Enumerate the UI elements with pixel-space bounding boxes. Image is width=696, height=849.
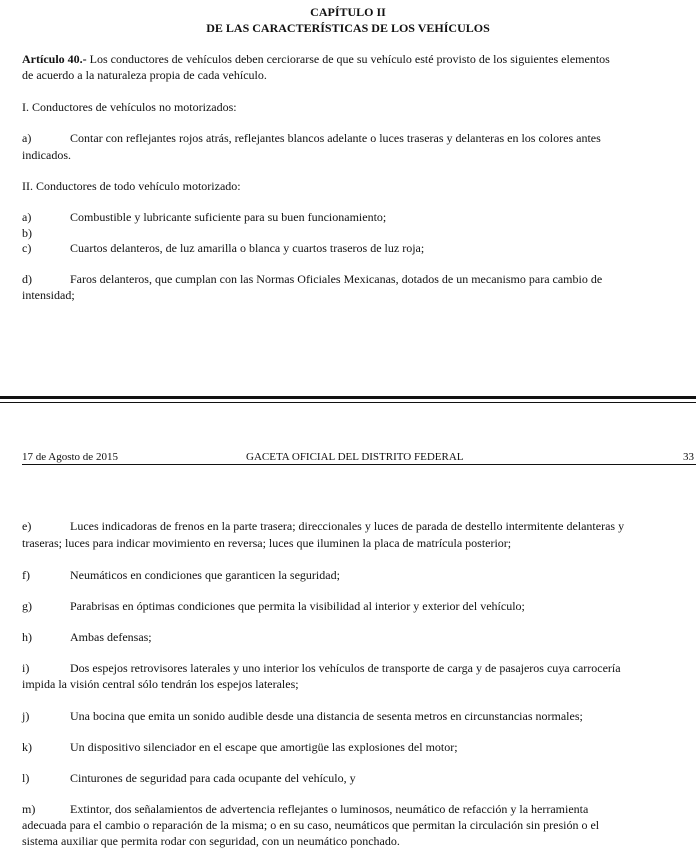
chapter-title: CAPÍTULO II: [310, 5, 386, 19]
section-two-heading: II. Conductores de todo vehículo motorizado:: [22, 179, 241, 193]
item-h-label: h): [22, 630, 32, 644]
item-a2-text: Combustible y lubricante suficiente para su buen funcionamiento;: [70, 210, 387, 224]
header-publication: GACETA OFICIAL DEL DISTRITO FEDERAL: [246, 451, 464, 463]
page-separator-thick: [0, 396, 696, 399]
item-d-label: d): [22, 272, 32, 286]
item-k-text: Un dispositivo silenciador en el escape que amortigüe las explosiones del motor;: [70, 740, 458, 754]
item-a1-line1: Contar con reflejantes rojos atrás, reflejantes blancos adelante o luces traseras y delanteras en los colores antes: [70, 131, 601, 145]
item-j-text: Una bocina que emita un sonido audible desde una distancia de sesenta metros en circunstancias normales;: [70, 709, 583, 723]
item-e-line1: Luces indicadoras de frenos en la parte trasera; direccionales y luces de parada de destello intermitente delanteras y: [70, 519, 625, 533]
item-i-line2: impida la visión central sólo tendrán los espejos laterales;: [22, 677, 299, 691]
article-label: Artículo 40.-: [22, 52, 87, 66]
header-date: 17 de Agosto de 2015: [22, 451, 118, 463]
item-a1-line2: indicados.: [22, 148, 71, 162]
item-m-line2: adecuada para el cambio o reparación de la misma; o en su caso, neumáticos que permitan la circulación sin presión o el: [22, 818, 600, 832]
article-text-line1: Los conductores de vehículos deben cerciorarse de que su vehículo esté provisto de los siguientes elementos: [89, 52, 610, 66]
item-f-text: Neumáticos en condiciones que garanticen la seguridad;: [70, 568, 340, 582]
item-a2-label: a): [22, 210, 32, 224]
page-separator-thin: [0, 402, 696, 403]
item-c-text: Cuartos delanteros, de luz amarilla o blanca y cuartos traseros de luz roja;: [70, 241, 425, 255]
item-b-label: b): [22, 226, 32, 240]
item-m-label: m): [22, 802, 36, 816]
item-m-line1: Extintor, dos señalamientos de advertencia reflejantes o luminosos, neumático de refacción y la herramienta: [70, 802, 589, 816]
item-c-label: c): [22, 241, 32, 255]
item-a1-label: a): [22, 131, 32, 145]
item-j-label: j): [22, 709, 30, 723]
item-f-label: f): [22, 568, 30, 582]
header-rule: [22, 464, 696, 465]
item-g-text: Parabrisas en óptimas condiciones que permita la visibilidad al interior y exterior del vehículo;: [70, 599, 525, 613]
item-m-line3: sistema auxiliar que permita rodar con seguridad, con un neumático ponchado.: [22, 834, 400, 848]
item-i-line1: Dos espejos retrovisores laterales y uno interior los vehículos de transporte de carga y de pasajeros cuya carrocería: [70, 661, 621, 675]
item-l-label: l): [22, 771, 30, 785]
article-text-line2: de acuerdo a la naturaleza propia de cada vehículo.: [22, 68, 267, 82]
header-page-number: 33: [683, 451, 694, 463]
item-h-text: Ambas defensas;: [70, 630, 152, 644]
item-k-label: k): [22, 740, 32, 754]
article-paragraph-line1: [22, 52, 610, 67]
item-g-label: g): [22, 599, 32, 613]
item-d-line1: Faros delanteros, que cumplan con las Normas Oficiales Mexicanas, dotados de un mecanismo para cambio de: [70, 272, 603, 286]
item-e-label: e): [22, 519, 32, 533]
section-one-heading: I. Conductores de vehículos no motorizados:: [22, 100, 237, 114]
item-i-label: i): [22, 661, 30, 675]
item-d-line2: intensidad;: [22, 288, 75, 302]
item-e-line2: traseras; luces para indicar movimiento en reversa; luces que iluminen la placa de matrícula posterior;: [22, 536, 512, 550]
item-l-text: Cinturones de seguridad para cada ocupante del vehículo, y: [70, 771, 356, 785]
chapter-subtitle: DE LAS CARACTERÍSTICAS DE LOS VEHÍCULOS: [206, 21, 490, 35]
